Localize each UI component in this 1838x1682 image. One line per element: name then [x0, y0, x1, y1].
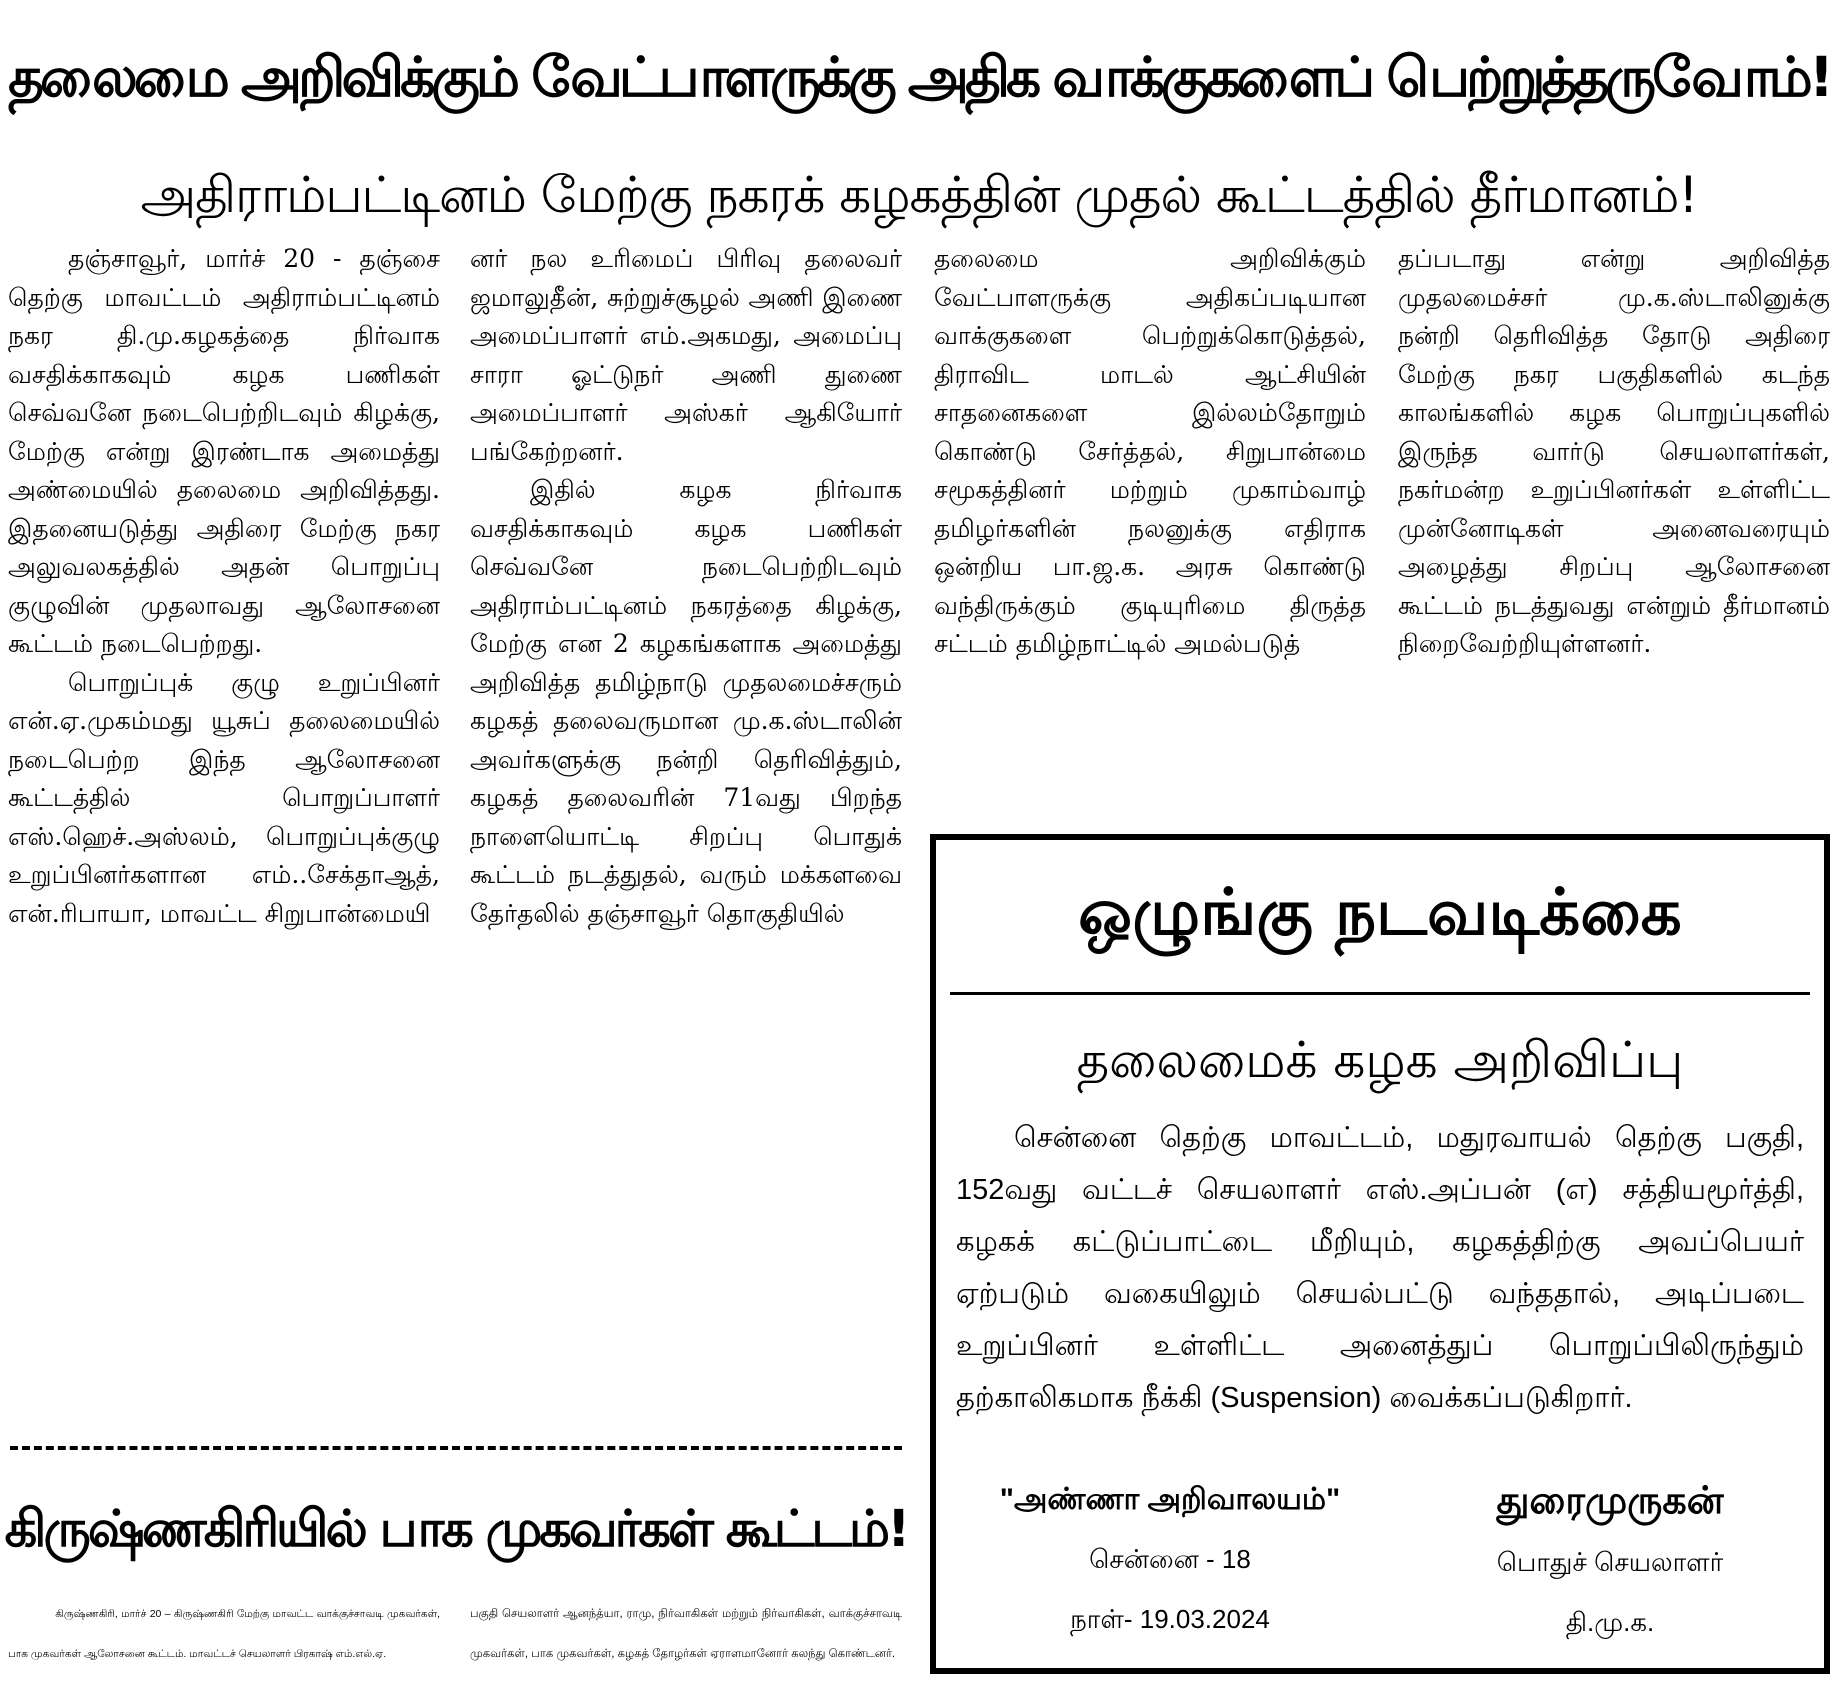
- article1-col3-paragraph-1: தலைமை அறிவிக்கும் வேட்பாளருக்கு அதிகப்படியான வாக்குகளை பெற்றுக்கொடுத்தல், திராவிட மாடல் ஆட்சியின் சாதனைகளை இல்லம்தோறும் கொண்டு சேர்த்தல், சிறுபான்மை சமூகத்தினர் மற்றும் முகாம்வாழ் தமிழர்களின் நலனுக்கு எதிராக ஒன்றிய பா.ஜ.க. அரசு கொண்டு வந்திருக்கும் குடியுரிமை திருத்த சட்டம் தமிழ்நாட்டில் அமல்படுத்: [934, 244, 1366, 658]
- notice-divider: [950, 992, 1810, 995]
- signature-place: "அண்ணா அறிவாலயம்": [999, 1483, 1341, 1516]
- article2-column-1: [8, 1594, 440, 1682]
- article1-column-4: [1398, 240, 1830, 808]
- signature-city: சென்னை - 18: [1089, 1544, 1251, 1574]
- article1-col4-paragraph-1: தப்படாது என்று அறிவித்த முதலமைச்சர் மு.க.ஸ்டாலினுக்கு நன்றி தெரிவித்த தோடு அதிரை மேற்கு நகர பகுதிகளில் கடந்த காலங்களில் கழக பொறுப்புகளில் இருந்த வார்டு செயலாளர்கள், நகர்மன்ற உறுப்பினர்கள் உள்ளிட்ட முன்னோடிகள் அனைவரையும் அழைத்து சிறப்பு ஆலோசனை கூட்டம் நடத்துவது என்றும் தீர்மானம் நிறைவேற்றியுள்ளனர்.: [1398, 244, 1830, 658]
- signature-date: நாள்- 19.03.2024: [1070, 1604, 1270, 1634]
- article1-col2-paragraph-1: னர் நல உரிமைப் பிரிவு தலைவர் ஜமாலுதீன், சுற்றுச்சூழல் அணி இணை அமைப்பாளர் எம்.அகமது, அமைப்பு சாரா ஓட்டுநர் அணி துணை அமைப்பாளர் அஸ்கர் ஆகியோர் பங்கேற்றனர்.: [470, 244, 902, 466]
- signatory-name: துரைமுருகன்: [1496, 1478, 1724, 1522]
- sub-headline: அதிராம்பட்டினம் மேற்கு நகரக் கழகத்தின் முதல் கூட்டத்தில் தீர்மானம்!: [140, 166, 1698, 224]
- article1-col1-paragraph-2: பொறுப்புக் குழு உறுப்பினர் என்.ஏ.முகம்மது யூசுப் தலைமையில் நடைபெற்ற இந்த ஆலோசனை கூட்டத்தில் பொறுப்பாளர் எஸ்.ஹெச்.அஸ்லம், பொறுப்புக்குழு உறுப்பினர்களான எம்..சேக்தாஆத், என்.ரிபாயா, மாவட்ட சிறுபான்மையி: [8, 667, 440, 928]
- article1-column-1: [8, 240, 440, 1440]
- signatory-party: தி.மு.க.: [1565, 1607, 1655, 1637]
- article1-column-2: [470, 240, 902, 1440]
- dashed-divider: [10, 1446, 902, 1450]
- article1-column-3: [934, 240, 1366, 808]
- article2-headline: கிருஷ்ணகிரியில் பாக முகவர்கள் கூட்டம்!: [4, 1500, 908, 1559]
- article2-col2-text: பகுதி செயலாளர் ஆனந்த்யா, ராமு, நிர்வாகிகள் மற்றும் நிர்வாகிகள், வாக்குச்சாவடி முகவர்கள், பாக முகவர்கள், கழகத் தோழர்கள் ஏராளமானோர் கலந்து கொண்டனர்.: [470, 1608, 902, 1660]
- notice-body: சென்னை தெற்கு மாவட்டம், மதுரவாயல் தெற்கு பகுதி, 152வது வட்டச் செயலாளர் எஸ்.அப்பன் (எ) சத்தியமூர்த்தி, கழகக் கட்டுப்பாட்டை மீறியும், கழகத்திற்கு அவப்பெயர் ஏற்படும் வகையிலும் செயல்பட்டு வந்ததால், அடிப்படை உறுப்பினர் உள்ளிட்ட அனைத்துப் பொறுப்பிலிருந்தும் தற்காலிகமாக நீக்கி (Suspension) வைக்கப்படுகிறார்.: [956, 1122, 1804, 1414]
- notice-left-signature: [950, 1472, 1390, 1648]
- article2-col1-text: கிருஷ்ணகிரி, மார்ச் 20 – கிருஷ்ணகிரி மேற்கு மாவட்ட வாக்குச்சாவடி முகவர்கள், பாக முகவர்கள் ஆலோசனை கூட்டம். மாவட்டச் செயலாளர் பிரகாஷ் எம்.எல்.ஏ.: [8, 1608, 440, 1660]
- article2-column-2: [470, 1594, 902, 1682]
- main-headline: தலைமை அறிவிக்கும் வேட்பாளருக்கு அதிக வாக்குகளைப் பெற்றுத்தருவோம்!: [8, 45, 1830, 109]
- article1-col2-paragraph-2: இதில் கழக நிர்வாக வசதிக்காகவும் கழக பணிகள் செவ்வனே நடைபெற்றிடவும் அதிராம்பட்டினம் நகரத்தை கிழக்கு, மேற்கு என 2 கழகங்களாக அமைத்து அறிவித்த தமிழ்நாடு முதலமைச்சரும் கழகத் தலைவருமான மு.க.ஸ்டாலின் அவர்களுக்கு நன்றி தெரிவித்தும், கழகத் தலைவரின் 71வது பிறந்த நாளையொட்டி சிறப்பு பொதுக் கூட்டம் நடத்துதல், வரும் மக்களவை தேர்தலில் தஞ்சாவூர் தொகுதியில்: [470, 475, 902, 928]
- notice-title: ஒழுங்கு நடவடிக்கை: [1078, 876, 1682, 950]
- signatory-role: பொதுச் செயலாளர்: [1496, 1547, 1724, 1577]
- notice-right-signature: [1410, 1468, 1810, 1652]
- article1-col1-paragraph-1: தஞ்சாவூர், மார்ச் 20 - தஞ்சை தெற்கு மாவட்டம் அதிராம்பட்டினம் நகர தி.மு.கழகத்தை நிர்வாக வசதிக்காகவும் கழக பணிகள் செவ்வனே நடைபெற்றிடவும் கிழக்கு, மேற்கு என்று இரண்டாக அமைத்து அண்மையில் தலைமை அறிவித்தது. இதனையடுத்து அதிரை மேற்கு நகர அலுவலகத்தில் அதன் பொறுப்பு குழுவின் முதலாவது ஆலோசனை கூட்டம் நடைபெற்றது.: [8, 244, 440, 658]
- notice-subtitle: தலைமைக் கழக அறிவிப்பு: [1076, 1031, 1684, 1089]
